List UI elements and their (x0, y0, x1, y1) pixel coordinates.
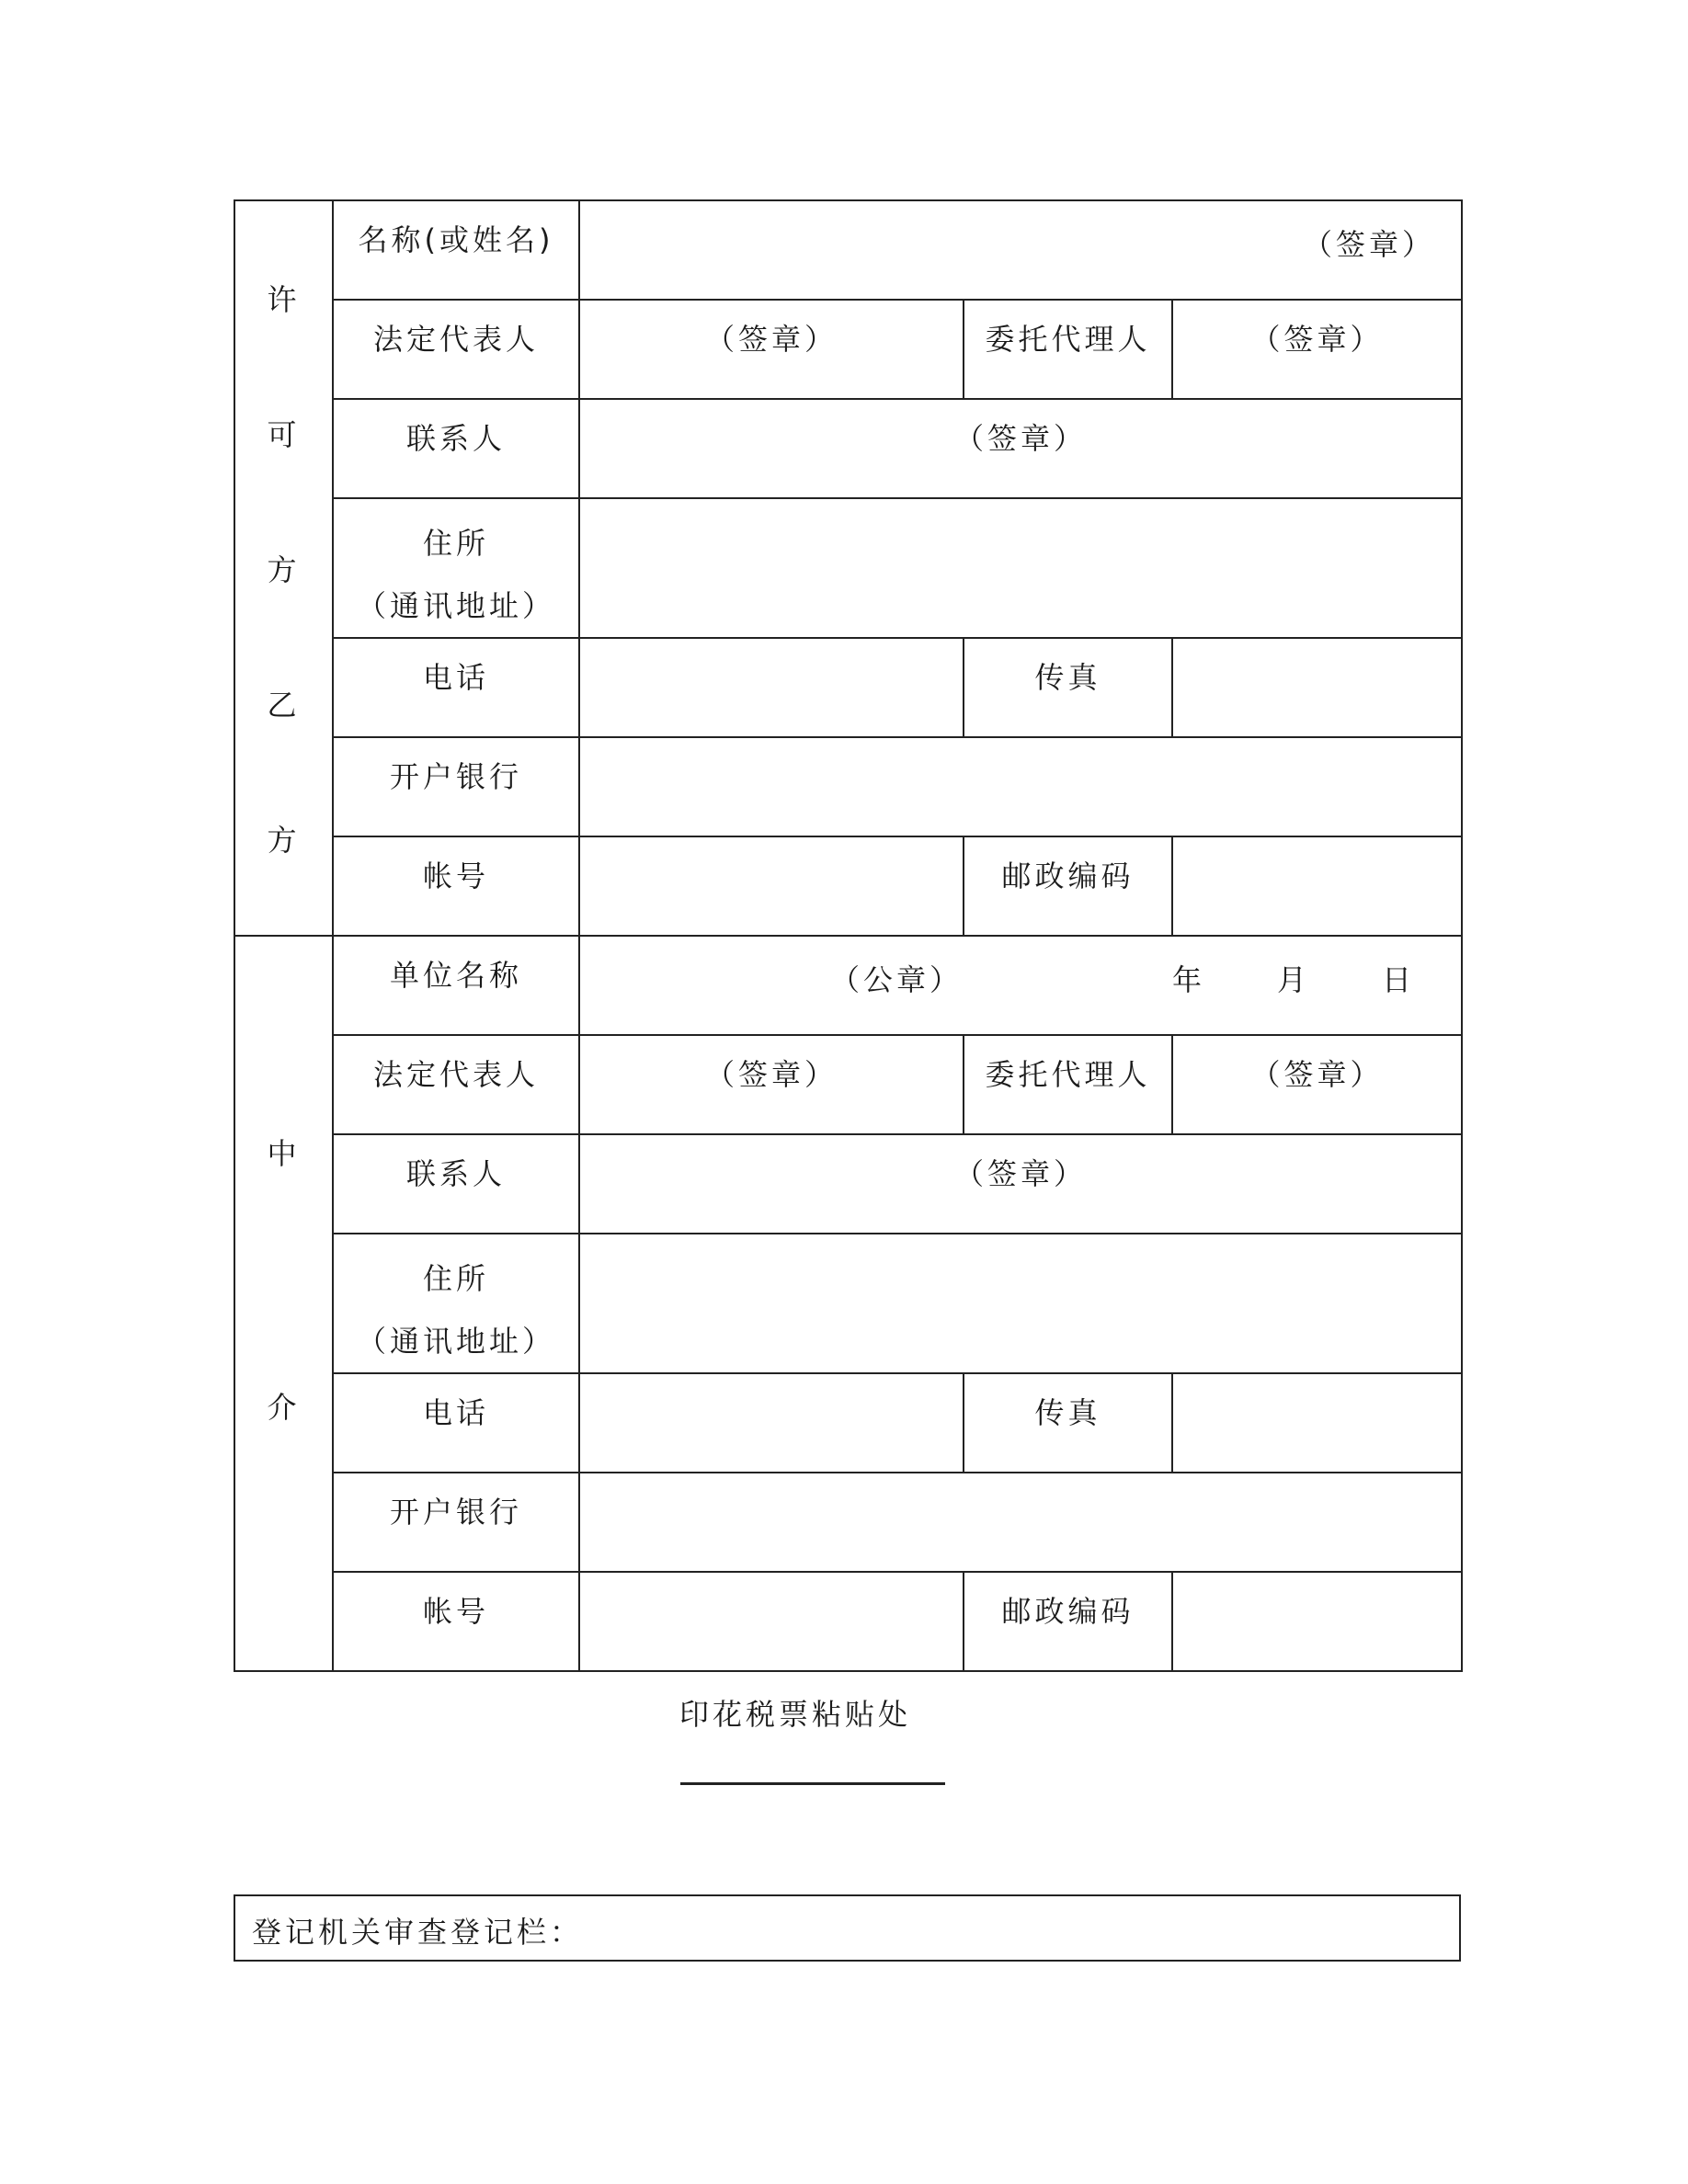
intermediary-unit-field[interactable] (579, 936, 1462, 1035)
licensee-bank-label-cell (333, 737, 579, 836)
intermediary-char-2: 介 (267, 1390, 301, 1425)
intermediary-phone-label: 电话 (422, 1395, 489, 1430)
intermediary-account-label: 帐号 (422, 1594, 489, 1629)
intermediary-postcode-label-cell (964, 1572, 1172, 1671)
licensee-name-label: 名称(或姓名) (358, 222, 554, 257)
intermediary-address-label-cell (333, 1234, 579, 1373)
licensee-address-field[interactable] (579, 498, 1462, 638)
licensee-agent-field[interactable] (1172, 300, 1462, 399)
registry-label: 登记机关审查登记栏： (252, 1915, 584, 1950)
intermediary-contact-seal: （签章） (954, 1156, 1088, 1191)
intermediary-contact-label-cell (333, 1134, 579, 1234)
licensee-phone-field[interactable] (579, 638, 964, 737)
intermediary-legal-rep-seal: （签章） (704, 1057, 838, 1092)
licensee-contact-label: 联系人 (405, 421, 506, 456)
licensee-account-label: 帐号 (422, 859, 489, 893)
licensee-agent-label: 委托代理人 (985, 322, 1151, 357)
intermediary-char-1: 中 (267, 1136, 301, 1171)
licensee-address-label: 住所 (422, 526, 489, 561)
intermediary-postcode-field[interactable] (1172, 1572, 1462, 1671)
licensee-fax-field[interactable] (1172, 638, 1462, 737)
intermediary-agent-label-cell (964, 1035, 1172, 1134)
intermediary-account-label-cell (333, 1572, 579, 1671)
intermediary-unit-seal: （公章） (829, 962, 963, 997)
intermediary-phone-field[interactable] (579, 1373, 964, 1473)
intermediary-bank-label-cell (333, 1473, 579, 1572)
licensee-account-label-cell (333, 836, 579, 936)
licensee-char-4: 乙 (267, 688, 301, 723)
licensee-char-1: 许 (267, 281, 301, 317)
intermediary-account-field[interactable] (579, 1572, 964, 1671)
intermediary-address-sublabel: （通讯地址） (356, 1324, 555, 1359)
licensee-fax-label-cell (964, 638, 1172, 737)
intermediary-unit-label-cell (333, 936, 579, 1035)
party-info-table (234, 199, 1463, 1672)
licensee-name-field[interactable] (579, 200, 1462, 300)
licensee-bank-label: 开户银行 (389, 759, 522, 794)
date-month: 月 (1276, 962, 1310, 997)
intermediary-postcode-label: 邮政编码 (1001, 1594, 1135, 1629)
intermediary-phone-label-cell (333, 1373, 579, 1473)
licensee-bank-field[interactable] (579, 737, 1462, 836)
intermediary-agent-field[interactable] (1172, 1035, 1462, 1134)
licensee-contact-field[interactable] (579, 399, 1462, 498)
intermediary-legal-rep-label-cell (333, 1035, 579, 1134)
stamp-tax-line (680, 1782, 945, 1785)
licensee-agent-label-cell (964, 300, 1172, 399)
licensee-contact-label-cell (333, 399, 579, 498)
intermediary-unit-label: 单位名称 (389, 958, 522, 993)
intermediary-fax-field[interactable] (1172, 1373, 1462, 1473)
intermediary-bank-label: 开户银行 (389, 1495, 522, 1530)
intermediary-contact-field[interactable] (579, 1134, 1462, 1234)
licensee-side-label (234, 200, 333, 936)
stamp-tax-label: 印花税票粘贴处 (679, 1697, 911, 1732)
licensee-legal-rep-label: 法定代表人 (372, 322, 539, 357)
licensee-address-sublabel: （通讯地址） (356, 588, 555, 623)
intermediary-fax-label-cell (964, 1373, 1172, 1473)
licensee-contact-seal: （签章） (954, 421, 1088, 456)
licensee-legal-rep-field[interactable] (579, 300, 964, 399)
licensee-postcode-field[interactable] (1172, 836, 1462, 936)
licensee-legal-rep-seal: （签章） (704, 322, 838, 357)
intermediary-side-label (234, 936, 333, 1671)
licensee-postcode-label-cell (964, 836, 1172, 936)
intermediary-legal-rep-field[interactable] (579, 1035, 964, 1134)
licensee-phone-label-cell (333, 638, 579, 737)
licensee-char-5: 方 (267, 823, 301, 859)
intermediary-address-label: 住所 (422, 1261, 489, 1296)
registry-box[interactable] (234, 1894, 1461, 1962)
intermediary-legal-rep-label: 法定代表人 (372, 1057, 539, 1092)
date-day: 日 (1382, 962, 1416, 997)
licensee-char-3: 方 (267, 552, 301, 587)
licensee-phone-label: 电话 (422, 660, 489, 695)
date-year: 年 (1171, 962, 1205, 997)
licensee-fax-label: 传真 (1034, 660, 1101, 695)
intermediary-address-field[interactable] (579, 1234, 1462, 1373)
intermediary-bank-field[interactable] (579, 1473, 1462, 1572)
licensee-postcode-label: 邮政编码 (1001, 859, 1135, 893)
licensee-legal-rep-label-cell (333, 300, 579, 399)
licensee-account-field[interactable] (579, 836, 964, 936)
licensee-char-2: 可 (267, 416, 301, 452)
licensee-name-label-cell (333, 200, 579, 300)
licensee-address-label-cell (333, 498, 579, 638)
licensee-name-seal: （签章） (1303, 227, 1436, 262)
intermediary-fax-label: 传真 (1034, 1395, 1101, 1430)
licensee-agent-seal: （签章） (1250, 322, 1384, 357)
intermediary-agent-seal: （签章） (1250, 1057, 1384, 1092)
intermediary-contact-label: 联系人 (405, 1156, 506, 1191)
intermediary-agent-label: 委托代理人 (985, 1057, 1151, 1092)
